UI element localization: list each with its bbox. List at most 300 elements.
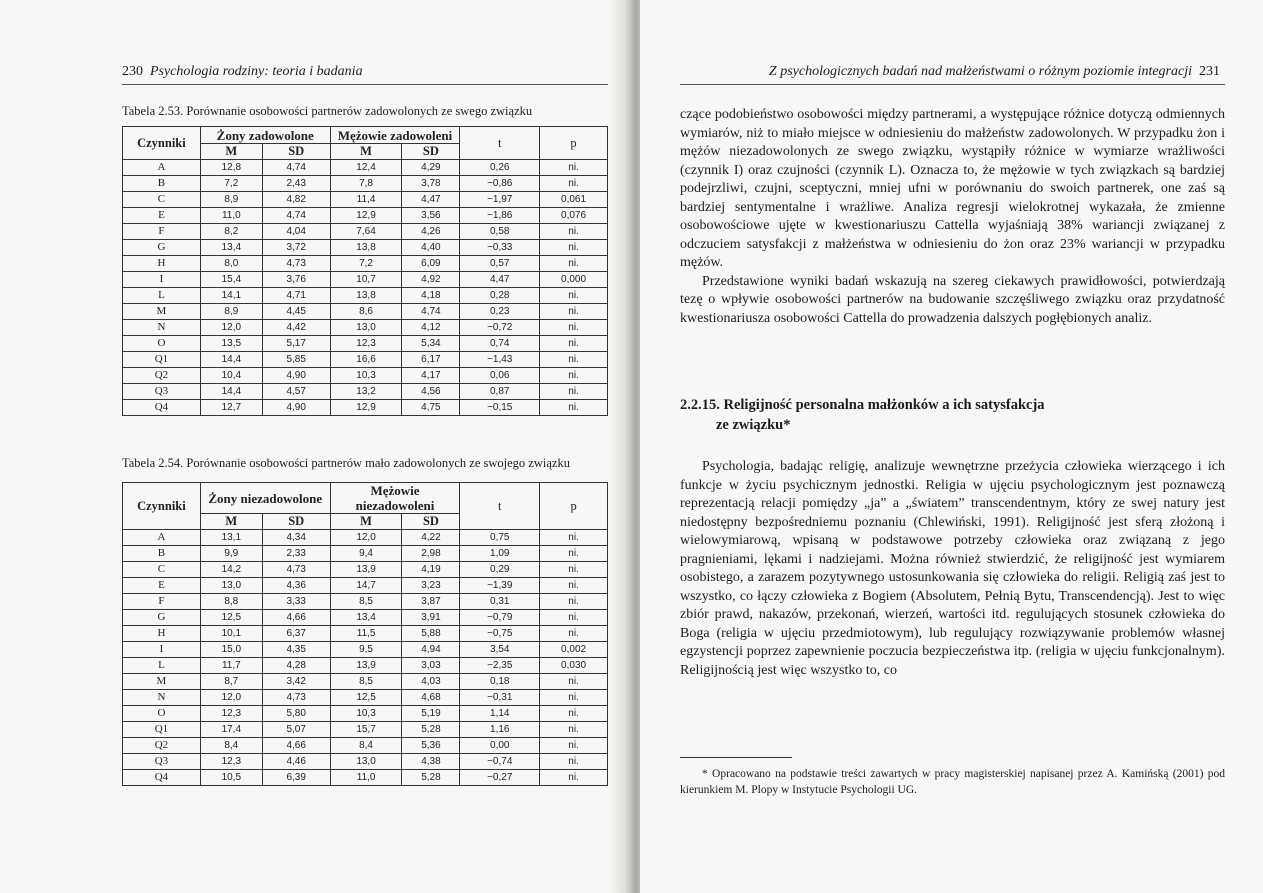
husbands-sd-cell: 3,56 bbox=[402, 208, 460, 224]
t-value-cell: 0,75 bbox=[460, 530, 540, 546]
husbands-m-cell: 16,6 bbox=[330, 352, 402, 368]
husbands-m-cell: 8,4 bbox=[330, 738, 402, 754]
husbands-sd-cell: 5,88 bbox=[402, 626, 460, 642]
wives-m-header: M bbox=[200, 514, 262, 530]
table-row bbox=[123, 320, 608, 336]
t-header: t bbox=[460, 127, 540, 160]
table-row bbox=[123, 176, 608, 192]
t-value-cell: 0,58 bbox=[460, 224, 540, 240]
table-2-53 bbox=[122, 126, 608, 416]
husbands-sd-cell: 4,19 bbox=[402, 562, 460, 578]
wives-m-cell: 14,1 bbox=[200, 288, 262, 304]
wives-m-cell: 12,3 bbox=[200, 754, 262, 770]
factor-header: Czynniki bbox=[123, 483, 201, 530]
table-row bbox=[123, 530, 608, 546]
section-heading bbox=[680, 395, 1225, 435]
husbands-m-header: M bbox=[330, 144, 402, 160]
wives-sd-cell: 4,46 bbox=[262, 754, 330, 770]
husbands-m-cell: 15,7 bbox=[330, 722, 402, 738]
t-value-cell: 0,06 bbox=[460, 368, 540, 384]
t-value-cell: 0,74 bbox=[460, 336, 540, 352]
factor-cell: O bbox=[123, 336, 201, 352]
wives-m-cell: 11,0 bbox=[200, 208, 262, 224]
husbands-sd-cell: 4,75 bbox=[402, 400, 460, 416]
husbands-sd-cell: 5,28 bbox=[402, 770, 460, 786]
table-row bbox=[123, 674, 608, 690]
factor-cell: E bbox=[123, 208, 201, 224]
husbands-m-cell: 12,5 bbox=[330, 690, 402, 706]
p-value-cell: ni. bbox=[540, 400, 608, 416]
husbands-m-cell: 12,3 bbox=[330, 336, 402, 352]
husbands-m-cell: 8,5 bbox=[330, 594, 402, 610]
factor-cell: Q1 bbox=[123, 722, 201, 738]
section-title-line2: ze związku* bbox=[716, 417, 791, 433]
left-running-title: Psychologia rodziny: teoria i badania bbox=[150, 64, 363, 79]
t-value-cell: 0,31 bbox=[460, 594, 540, 610]
factor-cell: I bbox=[123, 272, 201, 288]
factor-cell: M bbox=[123, 674, 201, 690]
husbands-m-cell: 7,8 bbox=[330, 176, 402, 192]
husbands-m-cell: 8,5 bbox=[330, 674, 402, 690]
wives-sd-cell: 6,37 bbox=[262, 626, 330, 642]
wives-sd-cell: 4,73 bbox=[262, 562, 330, 578]
t-value-cell: −0,79 bbox=[460, 610, 540, 626]
t-value-cell: −0,31 bbox=[460, 690, 540, 706]
husbands-sd-cell: 4,92 bbox=[402, 272, 460, 288]
wives-sd-cell: 2,43 bbox=[262, 176, 330, 192]
husbands-m-cell: 9,4 bbox=[330, 546, 402, 562]
p-header: p bbox=[540, 127, 608, 160]
p-value-cell: ni. bbox=[540, 224, 608, 240]
husbands-sd-cell: 4,22 bbox=[402, 530, 460, 546]
wives-sd-cell: 4,71 bbox=[262, 288, 330, 304]
paragraph-2: Przedstawione wyniki badań wskazują na szereg ciekawych prawidłowości, potwierdzają tezę o wpływie osobowości partnerów na budowanie szczęśliwego związku oraz przydatność kwestionariusza osobowości Cattella do prowadzenia dalszych pogłębionych analiz. bbox=[680, 273, 1225, 326]
wives-m-cell: 12,0 bbox=[200, 320, 262, 336]
husbands-sd-cell: 4,26 bbox=[402, 224, 460, 240]
table-row bbox=[123, 594, 608, 610]
wives-m-cell: 13,5 bbox=[200, 336, 262, 352]
right-page bbox=[640, 0, 1263, 893]
table-row bbox=[123, 352, 608, 368]
wives-m-cell: 8,8 bbox=[200, 594, 262, 610]
factor-cell: M bbox=[123, 304, 201, 320]
wives-sd-header: SD bbox=[262, 144, 330, 160]
wives-sd-cell: 4,73 bbox=[262, 256, 330, 272]
husbands-m-cell: 12,9 bbox=[330, 208, 402, 224]
husbands-sd-cell: 4,38 bbox=[402, 754, 460, 770]
wives-m-cell: 17,4 bbox=[200, 722, 262, 738]
left-page bbox=[0, 0, 620, 893]
factor-cell: B bbox=[123, 546, 201, 562]
wives-sd-cell: 4,45 bbox=[262, 304, 330, 320]
factor-cell: A bbox=[123, 160, 201, 176]
factor-cell: L bbox=[123, 658, 201, 674]
wives-sd-cell: 5,07 bbox=[262, 722, 330, 738]
p-value-cell: ni. bbox=[540, 738, 608, 754]
husbands-sd-cell: 3,03 bbox=[402, 658, 460, 674]
table-row bbox=[123, 336, 608, 352]
p-value-cell: ni. bbox=[540, 610, 608, 626]
wives-m-cell: 11,7 bbox=[200, 658, 262, 674]
section-title-line1: Religijność personalna małżonków a ich satysfakcja bbox=[723, 397, 1045, 413]
p-value-cell: ni. bbox=[540, 384, 608, 400]
husbands-sd-cell: 4,47 bbox=[402, 192, 460, 208]
p-value-cell: ni. bbox=[540, 288, 608, 304]
wives-sd-cell: 4,90 bbox=[262, 368, 330, 384]
wives-sd-cell: 4,74 bbox=[262, 208, 330, 224]
husbands-sd-cell: 3,87 bbox=[402, 594, 460, 610]
husbands-m-cell: 13,0 bbox=[330, 754, 402, 770]
p-value-cell: ni. bbox=[540, 562, 608, 578]
paragraph-3: Psychologia, badając religię, analizuje wewnętrzne przeżycia człowieka wierzącego i ich funkcje w życiu psychicznym jednostki. Religia w ujęciu psychologicznym jest poznawczą reprezentacją relacji pomiędzy „ja” a „światem” transcendentnym, który ze swej natury jest niedostępny bezpośredniemu poznaniu (Chlewiński, 1991). Religijność jest sferą złożoną i wielowymiarową, wpisaną w podstawowe potrzeby człowieka oraz związaną z jego pragnieniami, lękami i nadziejami. Można również stwierdzić, że religijność jest wymiarem osobistego, a zarazem pozytywnego ustosunkowania się człowieka do religii. Religią zaś jest to wszystko, co łączy człowieka z Bogiem (Absolutem, Pełnią Bytu, Transcendencją). Jest to więc zbiór prawd, nakazów, przekonań, wierzeń, wartości itd. regulujących stosunek człowieka do Boga (religia w ujęciu przedmiotowym), lub regulujący rozwiązywanie problemów własnej egzystencji poprzez zapewnienie poczucia bezpieczeństwa itp. (religia w ujęciu funkcjonalnym). Religijnością jest więc wszystko to, co bbox=[680, 459, 1225, 678]
wives-m-cell: 14,2 bbox=[200, 562, 262, 578]
t-value-cell: −2,35 bbox=[460, 658, 540, 674]
table-row bbox=[123, 288, 608, 304]
t-value-cell: 0,26 bbox=[460, 160, 540, 176]
husbands-sd-header: SD bbox=[402, 514, 460, 530]
factor-cell: I bbox=[123, 642, 201, 658]
left-page-number: 230 bbox=[122, 64, 143, 79]
p-value-cell: ni. bbox=[540, 674, 608, 690]
t-value-cell: 0,87 bbox=[460, 384, 540, 400]
wives-sd-cell: 3,33 bbox=[262, 594, 330, 610]
wives-m-cell: 15,4 bbox=[200, 272, 262, 288]
t-value-cell: 1,09 bbox=[460, 546, 540, 562]
wives-group-header: Żony niezadowolone bbox=[200, 483, 330, 514]
footnote-rule bbox=[680, 757, 792, 758]
wives-sd-header: SD bbox=[262, 514, 330, 530]
husbands-sd-cell: 6,17 bbox=[402, 352, 460, 368]
t-value-cell: 0,57 bbox=[460, 256, 540, 272]
footnote-text: * Opracowano na podstawie treści zawartych w pracy magisterskiej napisanej przez A. Kamińską (2001) pod kierunkiem M. Plopy w Instytucie Psychologii UG. bbox=[680, 768, 1225, 796]
husbands-m-cell: 13,0 bbox=[330, 320, 402, 336]
table-row bbox=[123, 546, 608, 562]
husbands-sd-cell: 4,40 bbox=[402, 240, 460, 256]
wives-m-cell: 8,7 bbox=[200, 674, 262, 690]
husbands-m-cell: 12,9 bbox=[330, 400, 402, 416]
factor-cell: G bbox=[123, 240, 201, 256]
wives-sd-cell: 3,72 bbox=[262, 240, 330, 256]
wives-m-cell: 12,8 bbox=[200, 160, 262, 176]
right-header-rule bbox=[680, 84, 1225, 85]
husbands-sd-cell: 4,56 bbox=[402, 384, 460, 400]
t-value-cell: −0,72 bbox=[460, 320, 540, 336]
p-value-cell: ni. bbox=[540, 722, 608, 738]
husbands-sd-cell: 6,09 bbox=[402, 256, 460, 272]
wives-m-cell: 13,4 bbox=[200, 240, 262, 256]
husbands-sd-cell: 3,78 bbox=[402, 176, 460, 192]
factor-cell: Q4 bbox=[123, 770, 201, 786]
table-row bbox=[123, 368, 608, 384]
table-row bbox=[123, 754, 608, 770]
husbands-group-header: Mężowie niezadowoleni bbox=[330, 483, 460, 514]
table-row bbox=[123, 400, 608, 416]
wives-sd-cell: 4,90 bbox=[262, 400, 330, 416]
wives-m-cell: 10,4 bbox=[200, 368, 262, 384]
table-row bbox=[123, 626, 608, 642]
wives-sd-cell: 4,66 bbox=[262, 610, 330, 626]
wives-sd-cell: 4,57 bbox=[262, 384, 330, 400]
wives-m-cell: 10,1 bbox=[200, 626, 262, 642]
husbands-sd-cell: 4,17 bbox=[402, 368, 460, 384]
left-header-rule bbox=[122, 84, 608, 85]
wives-m-cell: 10,5 bbox=[200, 770, 262, 786]
wives-m-cell: 12,0 bbox=[200, 690, 262, 706]
factor-cell: H bbox=[123, 256, 201, 272]
husbands-m-cell: 10,3 bbox=[330, 706, 402, 722]
wives-sd-cell: 4,73 bbox=[262, 690, 330, 706]
t-value-cell: −1,39 bbox=[460, 578, 540, 594]
right-running-title: Z psychologicznych badań nad małżeństwami o różnym poziomie integracji bbox=[768, 64, 1192, 79]
wives-sd-cell: 3,42 bbox=[262, 674, 330, 690]
t-value-cell: −0,74 bbox=[460, 754, 540, 770]
husbands-m-cell: 13,4 bbox=[330, 610, 402, 626]
section-number: 2.2.15. bbox=[680, 397, 720, 413]
factor-cell: N bbox=[123, 690, 201, 706]
factor-cell: L bbox=[123, 288, 201, 304]
husbands-sd-cell: 5,19 bbox=[402, 706, 460, 722]
table-row bbox=[123, 160, 608, 176]
table-row bbox=[123, 562, 608, 578]
wives-m-cell: 12,3 bbox=[200, 706, 262, 722]
factor-cell: E bbox=[123, 578, 201, 594]
table-row bbox=[123, 240, 608, 256]
footnote bbox=[680, 766, 1225, 798]
factor-cell: F bbox=[123, 594, 201, 610]
t-value-cell: −0,75 bbox=[460, 626, 540, 642]
table-row bbox=[123, 706, 608, 722]
factor-header: Czynniki bbox=[123, 127, 201, 160]
husbands-m-cell: 13,9 bbox=[330, 562, 402, 578]
wives-m-header: M bbox=[200, 144, 262, 160]
husbands-m-cell: 9,5 bbox=[330, 642, 402, 658]
wives-sd-cell: 6,39 bbox=[262, 770, 330, 786]
wives-m-cell: 8,2 bbox=[200, 224, 262, 240]
factor-cell: Q3 bbox=[123, 754, 201, 770]
wives-sd-cell: 4,74 bbox=[262, 160, 330, 176]
husbands-sd-cell: 4,94 bbox=[402, 642, 460, 658]
table-row bbox=[123, 208, 608, 224]
p-value-cell: 0,002 bbox=[540, 642, 608, 658]
wives-m-cell: 9,9 bbox=[200, 546, 262, 562]
t-value-cell: 0,18 bbox=[460, 674, 540, 690]
wives-sd-cell: 4,35 bbox=[262, 642, 330, 658]
table-row bbox=[123, 192, 608, 208]
husbands-m-cell: 13,2 bbox=[330, 384, 402, 400]
p-value-cell: ni. bbox=[540, 706, 608, 722]
husbands-m-cell: 8,6 bbox=[330, 304, 402, 320]
table-row bbox=[123, 658, 608, 674]
wives-sd-cell: 5,85 bbox=[262, 352, 330, 368]
p-value-cell: ni. bbox=[540, 690, 608, 706]
p-value-cell: ni. bbox=[540, 160, 608, 176]
p-value-cell: ni. bbox=[540, 626, 608, 642]
wives-group-header: Żony zadowolone bbox=[200, 127, 330, 144]
factor-cell: B bbox=[123, 176, 201, 192]
wives-m-cell: 7,2 bbox=[200, 176, 262, 192]
wives-sd-cell: 4,34 bbox=[262, 530, 330, 546]
table-row bbox=[123, 256, 608, 272]
table-row bbox=[123, 304, 608, 320]
p-value-cell: ni. bbox=[540, 546, 608, 562]
p-value-cell: ni. bbox=[540, 578, 608, 594]
factor-cell: Q4 bbox=[123, 400, 201, 416]
factor-cell: Q1 bbox=[123, 352, 201, 368]
wives-sd-cell: 4,66 bbox=[262, 738, 330, 754]
factor-cell: C bbox=[123, 192, 201, 208]
p-value-cell: ni. bbox=[540, 304, 608, 320]
table-row bbox=[123, 642, 608, 658]
table-row bbox=[123, 578, 608, 594]
p-value-cell: ni. bbox=[540, 352, 608, 368]
p-value-cell: ni. bbox=[540, 754, 608, 770]
factor-cell: N bbox=[123, 320, 201, 336]
factor-cell: C bbox=[123, 562, 201, 578]
p-value-cell: ni. bbox=[540, 368, 608, 384]
husbands-sd-cell: 4,68 bbox=[402, 690, 460, 706]
t-value-cell: 3,54 bbox=[460, 642, 540, 658]
husbands-sd-cell: 4,18 bbox=[402, 288, 460, 304]
husbands-sd-cell: 3,91 bbox=[402, 610, 460, 626]
t-value-cell: 4,47 bbox=[460, 272, 540, 288]
p-value-cell: 0,030 bbox=[540, 658, 608, 674]
husbands-m-cell: 11,4 bbox=[330, 192, 402, 208]
wives-sd-cell: 4,42 bbox=[262, 320, 330, 336]
wives-m-cell: 13,0 bbox=[200, 578, 262, 594]
husbands-m-cell: 12,4 bbox=[330, 160, 402, 176]
table-row bbox=[123, 770, 608, 786]
husbands-m-cell: 12,0 bbox=[330, 530, 402, 546]
p-value-cell: 0,000 bbox=[540, 272, 608, 288]
table-row bbox=[123, 272, 608, 288]
t-value-cell: −0,27 bbox=[460, 770, 540, 786]
t-value-cell: −1,43 bbox=[460, 352, 540, 368]
p-value-cell: ni. bbox=[540, 240, 608, 256]
husbands-sd-cell: 5,28 bbox=[402, 722, 460, 738]
factor-cell: A bbox=[123, 530, 201, 546]
t-value-cell: 0,29 bbox=[460, 562, 540, 578]
wives-m-cell: 15,0 bbox=[200, 642, 262, 658]
table-row bbox=[123, 384, 608, 400]
wives-m-cell: 14,4 bbox=[200, 384, 262, 400]
t-value-cell: −0,33 bbox=[460, 240, 540, 256]
husbands-m-cell: 13,9 bbox=[330, 658, 402, 674]
t-value-cell: 0,23 bbox=[460, 304, 540, 320]
wives-sd-cell: 4,28 bbox=[262, 658, 330, 674]
body-text-bottom bbox=[680, 458, 1225, 680]
husbands-sd-cell: 5,34 bbox=[402, 336, 460, 352]
wives-m-cell: 8,9 bbox=[200, 304, 262, 320]
table-row bbox=[123, 610, 608, 626]
table-2-53-caption: Tabela 2.53. Porównanie osobowości partnerów zadowolonych ze swego związku bbox=[122, 104, 533, 118]
p-value-cell: 0,076 bbox=[540, 208, 608, 224]
husbands-m-cell: 14,7 bbox=[330, 578, 402, 594]
husbands-sd-cell: 3,23 bbox=[402, 578, 460, 594]
husbands-m-cell: 13,8 bbox=[330, 288, 402, 304]
husbands-sd-cell: 5,36 bbox=[402, 738, 460, 754]
husbands-m-cell: 10,7 bbox=[330, 272, 402, 288]
p-value-cell: ni. bbox=[540, 320, 608, 336]
t-value-cell: 1,14 bbox=[460, 706, 540, 722]
husbands-sd-cell: 2,98 bbox=[402, 546, 460, 562]
table-row bbox=[123, 722, 608, 738]
table-2-54-caption: Tabela 2.54. Porównanie osobowości partnerów mało zadowolonych ze swojego związku bbox=[122, 456, 570, 470]
wives-m-cell: 12,5 bbox=[200, 610, 262, 626]
wives-m-cell: 13,1 bbox=[200, 530, 262, 546]
t-value-cell: 0,00 bbox=[460, 738, 540, 754]
husbands-sd-cell: 4,29 bbox=[402, 160, 460, 176]
t-value-cell: 1,16 bbox=[460, 722, 540, 738]
t-value-cell: −1,86 bbox=[460, 208, 540, 224]
wives-m-cell: 14,4 bbox=[200, 352, 262, 368]
factor-cell: Q2 bbox=[123, 738, 201, 754]
p-value-cell: ni. bbox=[540, 336, 608, 352]
t-value-cell: 0,28 bbox=[460, 288, 540, 304]
factor-cell: O bbox=[123, 706, 201, 722]
husbands-sd-cell: 4,12 bbox=[402, 320, 460, 336]
husbands-group-header: Mężowie zadowoleni bbox=[330, 127, 460, 144]
table-row bbox=[123, 690, 608, 706]
wives-m-cell: 8,9 bbox=[200, 192, 262, 208]
t-value-cell: −0,86 bbox=[460, 176, 540, 192]
husbands-m-cell: 7,2 bbox=[330, 256, 402, 272]
p-value-cell: ni. bbox=[540, 770, 608, 786]
husbands-m-cell: 11,5 bbox=[330, 626, 402, 642]
table-2-54 bbox=[122, 482, 608, 786]
t-value-cell: −0,15 bbox=[460, 400, 540, 416]
husbands-sd-cell: 4,74 bbox=[402, 304, 460, 320]
husbands-m-cell: 10,3 bbox=[330, 368, 402, 384]
husbands-m-cell: 11,0 bbox=[330, 770, 402, 786]
right-running-head bbox=[769, 64, 1220, 80]
left-running-head bbox=[122, 64, 363, 80]
p-value-cell: ni. bbox=[540, 530, 608, 546]
paragraph-1: czące podobieństwo osobowości między partnerami, a występujące różnice dotyczą odmiennych wymiarów, niż to miało miejsce w odniesieniu do małżeństw zadowolonych. W przypadku żon i mężów niezadowolonych ze swego związku, wystąpiły różnice w wymiarze wrażliwości (czynnik I) oraz czujności (czynnik L). Oznacza to, że mężowie w tych związkach są bardziej podejrzliwi, czujni, sceptyczni, mniej ufni w porównaniu do swoich partnerek, one zaś są bardziej sentymentalne i wrażliwe. Analiza regresji wielokrotnej wykazała, że zmienne osobowościowe ujęte w kwestionariuszu Cattella wyjaśniają 38% wariancji związanej z odczuciem satysfakcji z małżeństwa w odniesieniu do żon oraz 23% wariancji w przypadku mężów. bbox=[680, 107, 1225, 270]
wives-sd-cell: 5,17 bbox=[262, 336, 330, 352]
wives-m-cell: 12,7 bbox=[200, 400, 262, 416]
p-header: p bbox=[540, 483, 608, 530]
factor-cell: Q2 bbox=[123, 368, 201, 384]
wives-sd-cell: 4,82 bbox=[262, 192, 330, 208]
p-value-cell: ni. bbox=[540, 594, 608, 610]
wives-m-cell: 8,0 bbox=[200, 256, 262, 272]
husbands-sd-header: SD bbox=[402, 144, 460, 160]
table-row bbox=[123, 224, 608, 240]
wives-m-cell: 8,4 bbox=[200, 738, 262, 754]
t-value-cell: −1,97 bbox=[460, 192, 540, 208]
wives-sd-cell: 4,04 bbox=[262, 224, 330, 240]
right-page-number: 231 bbox=[1199, 64, 1220, 79]
body-text-top bbox=[680, 106, 1225, 328]
husbands-sd-cell: 4,03 bbox=[402, 674, 460, 690]
factor-cell: H bbox=[123, 626, 201, 642]
t-header: t bbox=[460, 483, 540, 530]
husbands-m-cell: 13,8 bbox=[330, 240, 402, 256]
p-value-cell: ni. bbox=[540, 256, 608, 272]
factor-cell: G bbox=[123, 610, 201, 626]
factor-cell: Q3 bbox=[123, 384, 201, 400]
p-value-cell: ni. bbox=[540, 176, 608, 192]
husbands-m-cell: 7,64 bbox=[330, 224, 402, 240]
wives-sd-cell: 5,80 bbox=[262, 706, 330, 722]
husbands-m-header: M bbox=[330, 514, 402, 530]
wives-sd-cell: 3,76 bbox=[262, 272, 330, 288]
p-value-cell: 0,061 bbox=[540, 192, 608, 208]
wives-sd-cell: 2,33 bbox=[262, 546, 330, 562]
wives-sd-cell: 4,36 bbox=[262, 578, 330, 594]
factor-cell: F bbox=[123, 224, 201, 240]
table-row bbox=[123, 738, 608, 754]
